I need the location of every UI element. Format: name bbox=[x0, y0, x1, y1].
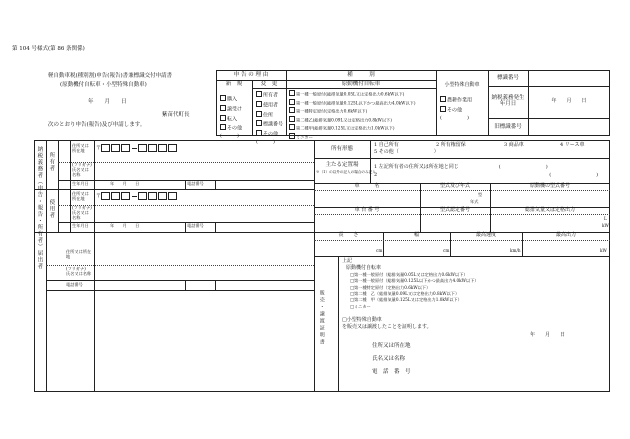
checkbox[interactable] bbox=[289, 116, 295, 122]
filer-name-label: 氏名又は名称 bbox=[66, 271, 92, 276]
plate-label: 標識番号 bbox=[496, 75, 519, 81]
cert-label: 型式認定番号 bbox=[439, 207, 470, 213]
filer-address-label: 住所又は所在地 bbox=[66, 249, 92, 259]
filer-furigana-label: (フリガナ) bbox=[66, 266, 86, 271]
type-moped-item[interactable]: 第二種乙(総排気量0.09L又は定格出力0.8kW以下) bbox=[289, 116, 415, 123]
cert-moped-item[interactable]: □第一種一般原付（総排気量0.05L又は定格出力0.6kW以下） bbox=[350, 272, 468, 277]
owner-phone-label: 電話番号 bbox=[187, 181, 204, 186]
user-address-label: 住所又は所在地 bbox=[72, 191, 89, 201]
reason-new-transfer[interactable]: 譲受け bbox=[220, 105, 242, 113]
displacement-label: 総排気量又は定格出力 bbox=[524, 207, 575, 213]
reason-change-list: 所有者 使用者 住所 標識番号 その他 ( ) bbox=[256, 92, 284, 145]
type-moped-item[interactable]: 第一種一般原付(総排気量0.125L以下かつ最高出力4.0kW以下) bbox=[289, 99, 415, 106]
checkbox[interactable] bbox=[220, 105, 226, 111]
checkbox[interactable] bbox=[289, 107, 295, 113]
postal-digit-box[interactable] bbox=[111, 192, 120, 200]
cert-special-item[interactable]: □小型特殊自動車 bbox=[342, 317, 382, 323]
cert-moped-item[interactable]: □ミニカー bbox=[350, 303, 371, 309]
reason-new-label: 新 規 bbox=[225, 81, 243, 87]
postal-digit-box[interactable] bbox=[158, 192, 167, 200]
form-title: 軽自動車税(種別割)申告(報告)書兼標識交付申請書 bbox=[48, 73, 173, 79]
cert-statement: を販売又は譲渡したことを証明します。 bbox=[342, 324, 432, 330]
checkbox[interactable] bbox=[289, 133, 295, 139]
payer-group-label: 納税義務者（申告・報告・所有者） bbox=[36, 146, 43, 250]
cert-moped-item[interactable]: □第一種特定原付（定格出力0.6kW以下） bbox=[350, 284, 431, 290]
old-plate-label: 旧標識番号 bbox=[494, 124, 522, 130]
length-unit: cm bbox=[376, 248, 383, 253]
postal-digit-box[interactable] bbox=[138, 192, 147, 200]
type-header: 種 別 bbox=[347, 72, 375, 78]
checkbox[interactable] bbox=[289, 124, 295, 130]
reason-new-movein[interactable]: 転入 bbox=[220, 115, 242, 123]
storage-option-1[interactable]: 1 左記所有者の住所又は所在地と同じ ( ) bbox=[374, 164, 548, 170]
postal-digit-box[interactable] bbox=[148, 192, 157, 200]
user-phone-label: 電話番号 bbox=[187, 223, 204, 228]
ownership-label: 所有形態 bbox=[330, 146, 353, 152]
filer-phone-label: 電話番号 bbox=[66, 282, 83, 287]
postal-digit-box[interactable] bbox=[121, 192, 130, 200]
checkbox[interactable] bbox=[289, 90, 295, 96]
chassis-label: 車 台 番 号 bbox=[354, 207, 380, 213]
reason-new-other[interactable]: その他 bbox=[220, 124, 242, 132]
checkbox[interactable] bbox=[256, 101, 262, 107]
cert-moped-item[interactable]: □第二種 甲（総排気量0.125L又は定格出力1.0kW以下） bbox=[350, 297, 462, 303]
maker-label: 車 名 bbox=[354, 183, 380, 189]
reason-change-address[interactable]: 住所 bbox=[256, 111, 283, 119]
speed-label: 最高速度 bbox=[475, 232, 496, 238]
output-unit: kW bbox=[600, 248, 607, 253]
width-label: 幅 bbox=[413, 232, 419, 238]
user-furigana-label: (フリガナ) bbox=[72, 205, 92, 210]
ownership-option-2[interactable]: 2 所有権留保 bbox=[436, 142, 466, 148]
type-special-list: 農耕作業用 その他 ( ) bbox=[440, 97, 473, 121]
postal-digit-box[interactable] bbox=[111, 144, 120, 152]
checkbox[interactable] bbox=[289, 99, 295, 105]
checkbox[interactable] bbox=[220, 95, 226, 101]
type-special-farm[interactable]: 農耕作業用 bbox=[440, 96, 472, 104]
type-moped-item[interactable]: 第一種一般原付(総排気量0.05L又は定格出力0.6kW以下) bbox=[289, 90, 415, 97]
postal-digit-box[interactable] bbox=[138, 144, 147, 152]
postal-digit-box[interactable] bbox=[158, 144, 167, 152]
cert-moped-header: 原動機付自転車 bbox=[346, 265, 382, 271]
postal-digit-box[interactable] bbox=[101, 192, 110, 200]
owner-furigana-label: (フリガナ) bbox=[72, 162, 92, 167]
checkbox[interactable] bbox=[220, 115, 226, 121]
ownership-option-5[interactable]: 5 その他（ ） bbox=[374, 149, 439, 155]
user-birth-label: 生年月日 bbox=[72, 223, 89, 228]
filer-label: 届出者 bbox=[36, 250, 43, 270]
form-number: 第 104 号様式(第 86 条関係) bbox=[12, 46, 85, 52]
engine-model-label: 原動機の型式番号 bbox=[529, 183, 570, 189]
checkbox[interactable] bbox=[256, 111, 262, 117]
reason-change-other[interactable]: その他 bbox=[256, 130, 283, 138]
type-special-header: 小型特殊自動車 bbox=[444, 82, 480, 88]
tax-start-date[interactable]: 年 月 日 bbox=[551, 98, 587, 104]
cert-address-label: 住所又は所在地 bbox=[372, 343, 411, 349]
cert-name-label: 氏名又は名称 bbox=[372, 356, 406, 362]
storage-option-2[interactable]: 2 ( ) bbox=[374, 172, 599, 178]
storage-label: 主たる定置場 bbox=[325, 162, 359, 168]
width-unit: cm bbox=[443, 248, 450, 253]
reason-change-user[interactable]: 使用者 bbox=[256, 101, 283, 109]
type-moped-item[interactable]: 第一種特定原付(定格出力0.6kW以下) bbox=[289, 107, 415, 114]
filing-date[interactable]: 年 月 日 bbox=[88, 99, 127, 105]
checkbox[interactable] bbox=[220, 124, 226, 130]
cert-block-label: 販売・譲渡証明書 bbox=[318, 290, 325, 346]
user-label: 使用者 bbox=[48, 199, 55, 219]
reason-header: 申 告 の 理 由 bbox=[233, 72, 269, 78]
model-unit-type: 型 bbox=[478, 192, 483, 197]
reason-new-list: 購入 譲受け 転入 その他 ( ) bbox=[220, 96, 243, 139]
owner-name-label: 氏名又は名称 bbox=[72, 167, 89, 177]
owner-birth-label: 生年月日 bbox=[72, 181, 89, 186]
output-label: 最高出力 bbox=[555, 232, 576, 238]
cert-lead: 上記 bbox=[342, 258, 353, 264]
displacement-unit-l: L bbox=[604, 216, 607, 221]
cert-date[interactable]: 年 月 日 bbox=[530, 332, 566, 338]
checkbox[interactable] bbox=[440, 106, 446, 112]
type-moped-item[interactable]: 第二種甲(総排気量0.125L又は定格出力1.0kW以下) bbox=[289, 124, 415, 131]
checkbox[interactable] bbox=[256, 130, 262, 136]
user-name-label: 氏名又は名称 bbox=[72, 210, 89, 220]
reason-change-plate[interactable]: 標識番号 bbox=[256, 120, 283, 128]
displacement-unit-kw: kW bbox=[602, 223, 609, 228]
reason-change-label: 変 更 bbox=[260, 81, 278, 87]
postal-digit-box[interactable] bbox=[168, 192, 177, 200]
speed-unit: km/h bbox=[510, 248, 521, 253]
checkbox[interactable] bbox=[440, 96, 446, 102]
postal-digit-box[interactable] bbox=[168, 144, 177, 152]
model-label: 型式及び年式 bbox=[439, 183, 470, 189]
cert-phone-label: 電 話 番 号 bbox=[372, 369, 411, 375]
mayor-name: 紫苗代町長 bbox=[162, 112, 190, 118]
checkbox[interactable] bbox=[256, 120, 262, 126]
ownership-option-3[interactable]: 3 商品車 bbox=[504, 142, 524, 148]
owner-address-label: 住所又は所在地 bbox=[72, 143, 89, 153]
postal-digit-box[interactable] bbox=[101, 144, 110, 152]
cert-moped-item[interactable]: □第二種 乙（総排気量0.09L又は定格出力0.8kW以下） bbox=[350, 290, 460, 296]
checkbox[interactable] bbox=[256, 91, 262, 97]
user-postal-field[interactable]: 〒 bbox=[96, 192, 178, 200]
cert-moped-item[interactable]: □第一種一般原付（総排気量0.125L以下かつ最高出力4.0kW以下） bbox=[350, 278, 479, 284]
owner-label: 所有者 bbox=[48, 152, 55, 172]
form-subtitle: (原動機付自転車・小型特殊自動車) bbox=[60, 82, 147, 88]
model-unit-year: 年式 bbox=[470, 199, 479, 204]
type-moped-header: 原動機付自転車 bbox=[341, 81, 381, 87]
tax-start-label: 納税義務発生年月日 bbox=[491, 95, 525, 108]
postal-digit-box[interactable] bbox=[148, 144, 157, 152]
owner-birth-date[interactable]: 年 月 日 bbox=[110, 181, 140, 186]
type-moped-item[interactable]: ミニカー bbox=[289, 133, 415, 140]
type-special-other[interactable]: その他 bbox=[440, 106, 472, 114]
storage-note: ※（1）の以外の記入の場合のみ記入 bbox=[316, 170, 376, 174]
ownership-option-1[interactable]: 1 自己所有 bbox=[374, 142, 399, 148]
owner-postal-field[interactable]: 〒 bbox=[96, 144, 178, 152]
postal-digit-box[interactable] bbox=[121, 144, 130, 152]
request-text: 次のとおり申告(報告)及び申請します。 bbox=[48, 122, 146, 128]
cert-moped-list bbox=[350, 273, 479, 309]
length-label: 長 さ bbox=[338, 232, 359, 238]
user-birth-date[interactable]: 年 月 日 bbox=[110, 223, 140, 228]
reason-change-owner[interactable]: 所有者 bbox=[256, 91, 283, 99]
ownership-option-4[interactable]: 4 リース車 bbox=[560, 142, 585, 148]
reason-new-purchase[interactable]: 購入 bbox=[220, 95, 242, 103]
type-moped-list bbox=[289, 90, 415, 140]
